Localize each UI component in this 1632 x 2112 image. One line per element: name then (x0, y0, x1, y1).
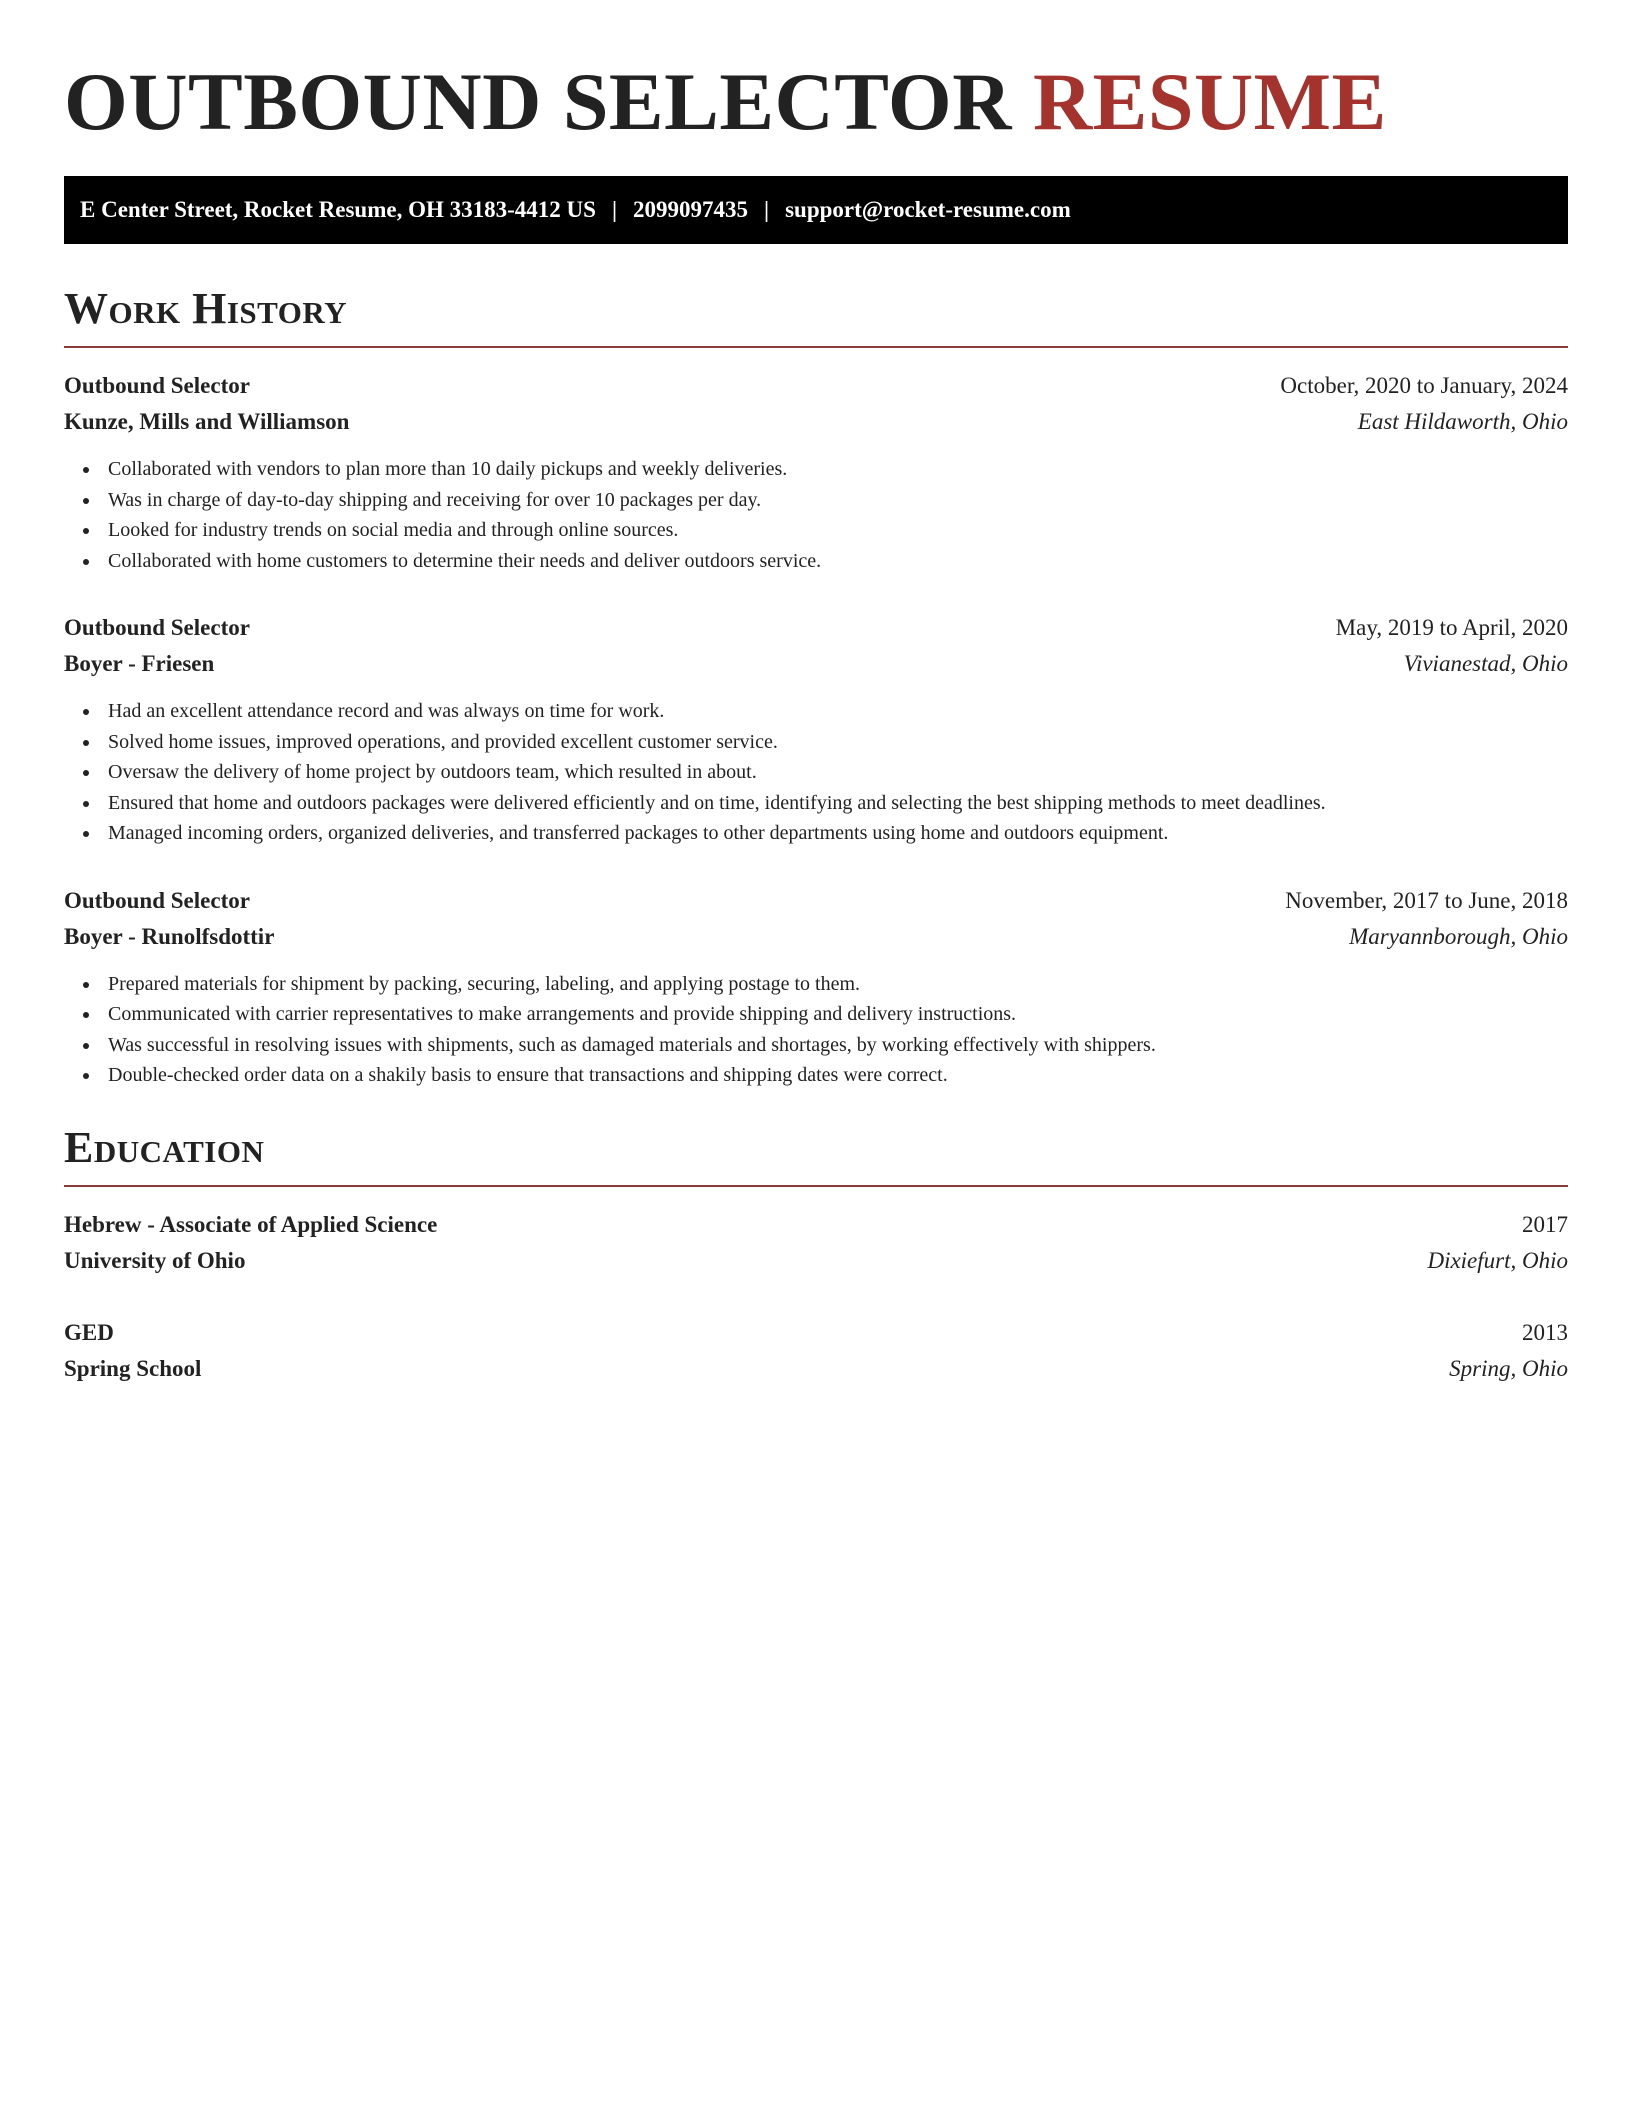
education-section (64, 1123, 1568, 1387)
contact-separator: | (611, 197, 618, 222)
job-dates: November, 2017 to June, 2018 (1285, 887, 1568, 913)
education-degree: Hebrew - Associate of Applied Science (64, 1211, 438, 1237)
section-divider (64, 346, 1568, 348)
job-bullet-item: Solved home issues, improved operations, and provided excellent customer service. (64, 727, 1568, 758)
job-company: Kunze, Mills and Williamson (64, 409, 350, 434)
jobs-list (64, 368, 1568, 1091)
job-bullet-item: Looked for industry trends on social media and through online sources. (64, 515, 1568, 546)
contact-bar (64, 176, 1568, 244)
job-title: Outbound Selector (64, 887, 250, 913)
education-school-row (64, 1351, 1568, 1387)
job-bullet-item: Double-checked order data on a shakily basis to ensure that transactions and shipping dates were correct. (64, 1060, 1568, 1091)
job-bullets (64, 969, 1568, 1091)
job-bullets (64, 454, 1568, 576)
contact-phone: 2099097435 (633, 197, 749, 222)
job-entry (64, 368, 1568, 576)
job-bullets (64, 696, 1568, 849)
job-company-row (64, 404, 1568, 440)
job-entry (64, 883, 1568, 1091)
job-title: Outbound Selector (64, 615, 250, 640)
resume-title (64, 0, 1568, 150)
contact-email: support@rocket-resume.com (785, 197, 1071, 222)
title-main: OUTBOUND SELECTOR (64, 56, 1012, 147)
contact-separator: | (764, 197, 770, 222)
education-location: Dixiefurt, Ohio (1427, 1247, 1568, 1273)
job-dates: October, 2020 to January, 2024 (1280, 373, 1568, 398)
job-bullet-item: Collaborated with home customers to determine their needs and deliver outdoors service. (64, 546, 1568, 577)
work-history-section (64, 284, 1568, 1091)
education-location: Spring, Ohio (1449, 1355, 1568, 1381)
job-bullet-item: Oversaw the delivery of home project by outdoors team, which resulted in about. (64, 757, 1568, 788)
job-dates: May, 2019 to April, 2020 (1335, 615, 1568, 640)
job-title-row (64, 368, 1568, 404)
job-entry (64, 610, 1568, 849)
education-degree-row (64, 1207, 1568, 1243)
education-degree-row (64, 1315, 1568, 1351)
job-bullet-item: Prepared materials for shipment by packing, securing, labeling, and applying postage to them. (64, 969, 1568, 1000)
education-school-row (64, 1243, 1568, 1279)
title-accent: RESUME (1032, 56, 1387, 147)
job-title-row (64, 610, 1568, 646)
education-list (64, 1207, 1568, 1387)
job-title-row (64, 883, 1568, 919)
job-bullet-item: Had an excellent attendance record and was always on time for work. (64, 696, 1568, 727)
job-bullet-item: Was in charge of day-to-day shipping and receiving for over 10 packages per day. (64, 485, 1568, 516)
education-school: Spring School (64, 1355, 202, 1381)
job-company-row (64, 919, 1568, 955)
job-bullet-item: Collaborated with vendors to plan more than 10 daily pickups and weekly deliveries. (64, 454, 1568, 485)
section-heading-education: Education (64, 1122, 265, 1172)
section-heading-work-history: Work History (64, 284, 348, 333)
job-company: Boyer - Runolfsdottir (64, 923, 275, 949)
section-divider (64, 1185, 1568, 1187)
education-year: 2017 (1522, 1211, 1568, 1237)
job-bullet-item: Managed incoming orders, organized deliveries, and transferred packages to other departments using home and outdoors equipment. (64, 818, 1568, 849)
education-year: 2013 (1522, 1319, 1568, 1345)
job-bullet-item: Was successful in resolving issues with shipments, such as damaged materials and shortages, by working effectively with shippers. (64, 1030, 1568, 1061)
job-bullet-item: Communicated with carrier representatives to make arrangements and provide shipping and delivery instructions. (64, 999, 1568, 1030)
contact-address: E Center Street, Rocket Resume, OH 33183-4412 US (80, 197, 596, 222)
education-entry (64, 1315, 1568, 1387)
education-entry (64, 1207, 1568, 1279)
education-school: University of Ohio (64, 1247, 246, 1273)
job-location: Maryannborough, Ohio (1349, 923, 1568, 949)
job-company: Boyer - Friesen (64, 651, 215, 676)
education-degree: GED (64, 1319, 114, 1345)
job-location: Vivianestad, Ohio (1403, 651, 1568, 676)
job-title: Outbound Selector (64, 373, 250, 398)
job-company-row (64, 646, 1568, 682)
job-bullet-item: Ensured that home and outdoors packages were delivered efficiently and on time, identifying and selecting the best shipping methods to meet deadlines. (64, 788, 1568, 819)
job-location: East Hildaworth, Ohio (1357, 409, 1568, 434)
